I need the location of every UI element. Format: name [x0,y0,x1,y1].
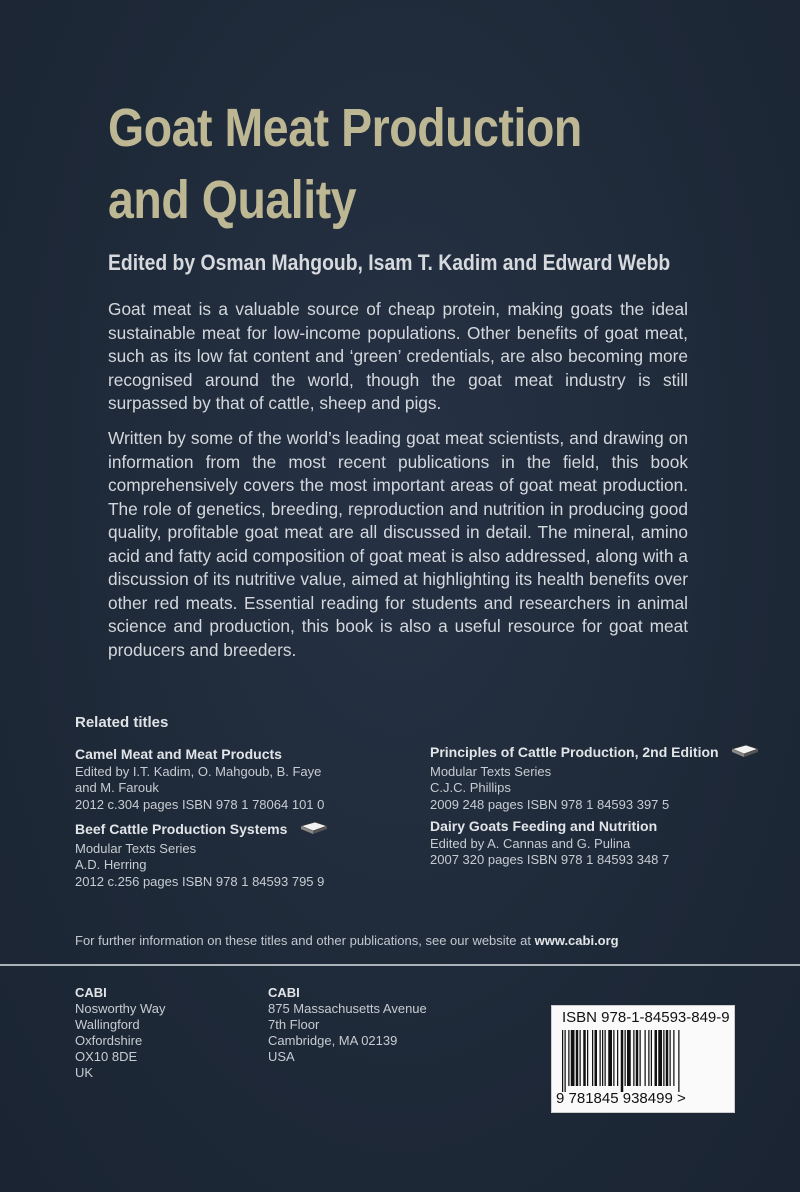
barcode-digits: 9 781845 938499 > [556,1090,686,1107]
address-line: 875 Massachusetts Avenue [268,1001,427,1016]
related-title-detail: C.J.C. Phillips [430,780,511,795]
barcode-bar [645,1030,646,1086]
related-title-detail: 2007 320 pages ISBN 978 1 84593 348 7 [430,852,670,867]
barcode-bar [658,1030,662,1086]
book-title [108,92,658,236]
divider [0,964,800,966]
description-paragraph-1: Goat meat is a valuable source of cheap protein, making goats the ideal sustainable meat for low-income populations. Other benefits of goat meat, such as its low fat content and ‘green’ credentials, are also becoming more recognised around the world, though the goat meat industry is still surpassed by that of cattle, sheep and pigs. [108,299,688,413]
address-name: CABI [268,985,300,1000]
book-title-line-2: and Quality [108,170,357,230]
address-line: OX10 8DE [75,1049,138,1064]
related-title-detail: and M. Farouk [75,780,159,795]
book-title-line-1: Goat Meat Production [108,98,582,158]
editors-line: Edited by Osman Mahgoub, Isam T. Kadim and Edward Webb [108,250,671,275]
address-line: USA [268,1049,295,1064]
address-line: Oxfordshire [75,1033,143,1048]
barcode-bar [673,1030,674,1086]
barcode-bar [625,1030,626,1086]
further-information [75,933,619,948]
address-uk [75,985,166,1081]
barcode-bar [648,1030,649,1086]
barcode-bars [560,1030,726,1092]
related-title-detail: Edited by A. Cannas and G. Pulina [430,835,631,851]
barcode-bar [636,1030,639,1086]
barcode-bar [568,1030,569,1086]
related-title-detail: 2012 c.304 pages ISBN 978 1 78064 101 0 [75,796,325,812]
related-title-camel-meat [75,746,375,813]
related-title-beef-cattle [75,820,375,890]
barcode-bar [587,1030,588,1086]
barcode-bar [617,1030,618,1086]
address-line: Nosworthy Way [75,1001,166,1016]
related-title-detail: 2009 248 pages ISBN 978 1 84593 397 5 [430,796,670,812]
barcode-bar [613,1030,614,1086]
address-line: Cambridge, MA 02139 [268,1033,398,1048]
isbn-label: ISBN 978-1-84593-849-9 [562,1009,730,1026]
address-line: UK [75,1065,94,1080]
barcode-bar [605,1030,606,1086]
barcode-bar [666,1030,669,1086]
barcode-bar [655,1030,658,1086]
related-title-detail: A.D. Herring [75,857,147,872]
barcode-bar [608,1030,612,1086]
related-title-detail: Edited by I.T. Kadim, O. Mahgoub, B. Faye [75,763,322,779]
related-title-name: Beef Cattle Production Systems [75,820,288,837]
address-line: 7th Floor [268,1017,320,1032]
barcode-bar [670,1030,671,1086]
barcode-bar [651,1030,652,1086]
barcode-bar [580,1030,581,1086]
textbook-icon [730,743,760,764]
related-title-dairy-goats [430,818,770,869]
address-name: CABI [75,985,107,1000]
barcode-bar [627,1030,631,1086]
barcode-bar [678,1030,679,1092]
related-title-detail: 2012 c.256 pages ISBN 978 1 84593 795 9 [75,873,325,889]
barcode-bar [640,1030,641,1086]
related-titles-heading: Related titles [75,714,169,731]
address-line: Wallingford [75,1017,140,1032]
barcode-bar [595,1030,598,1086]
related-title-detail: Modular Texts Series [75,840,197,856]
barcode-bar [633,1030,634,1086]
barcode-bar [571,1030,575,1086]
description-paragraph-2: Written by some of the world’s leading goat meat scientists, and drawing on information from the most recent publications in the field, this book comprehensively covers the most important areas of goat meat production. The role of genetics, breeding, reproduction and nutrition in producing good quality, profitable goat meat are all discussed in detail. The mineral, amino acid and fatty acid composition of goat meat is also addressed, along with a discussion of its nutritive value, aimed at highlighting its health benefits over other red meats. Essential reading for students and researchers in animal science and production, this book is also a useful resource for goat meat producers and breeders. [108,428,688,660]
barcode-bar [621,1030,624,1092]
related-title-name: Principles of Cattle Production, 2nd Edition [430,743,719,760]
barcode-bar [600,1030,601,1086]
barcode-bar [602,1030,603,1086]
barcode-bar [576,1030,579,1086]
barcode-bar [663,1030,664,1086]
barcode-bar [565,1030,566,1092]
barcode-bar [583,1030,586,1086]
related-title-name: Camel Meat and Meat Products [75,746,282,762]
barcode [551,1005,735,1113]
barcode-bar [592,1030,593,1086]
barcode-bar [562,1030,563,1092]
website-link[interactable]: www.cabi.org [534,933,619,948]
related-title-name: Dairy Goats Feeding and Nutrition [430,818,658,834]
related-title-detail: Modular Texts Series [430,763,552,779]
further-information-text: For further information on these titles and other publications, see our website at [75,933,535,948]
address-usa [268,985,427,1065]
related-title-cattle-production [430,743,770,813]
textbook-icon [299,820,329,841]
